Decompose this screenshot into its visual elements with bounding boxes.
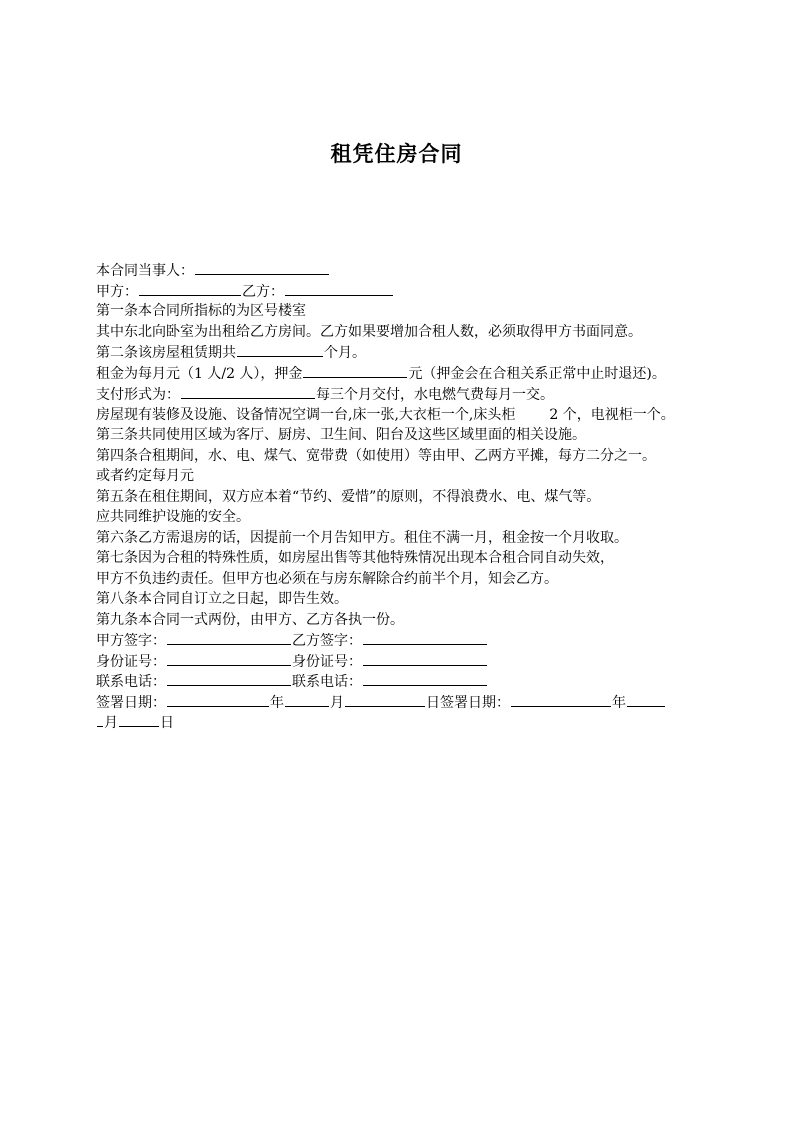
article-1-detail: 其中东北向卧室为出租给乙方房间。乙方如果要增加合租人数，必须取得甲方书面同意。 <box>96 323 642 340</box>
signature-a-label: 甲方签字： <box>96 633 166 649</box>
article-8-line: 第八条本合同自订立之日起，即告生效。 <box>96 591 348 607</box>
article-9-line: 第九条本合同一式两份，由甲方、乙方各执一份。 <box>96 611 404 628</box>
year-2-label: 年 <box>612 694 626 711</box>
date-b-month-blank <box>627 692 665 707</box>
year-label: 年 <box>270 694 284 711</box>
document-title: 租凭住房合同 <box>330 142 463 166</box>
equipment-text: 房屋现有装修及设施、设备情况空调一台,床一张,大衣柜一个,床头柜 <box>96 406 516 423</box>
article-5-detail: 应共同维护设施的安全。 <box>96 509 250 525</box>
parties-line <box>96 260 708 281</box>
signature-a-blank <box>167 630 291 645</box>
party-b-blank <box>285 281 393 296</box>
article-3-line: 第三条共同使用区域为客厅、厨房、卫生间、阳台及这些区域里面的相关设施。 <box>96 427 586 443</box>
rent-post: 元（押金会在合租关系正常中止时退还)。 <box>408 365 666 382</box>
article-2-post: 个月。 <box>324 345 366 361</box>
party-b-label: 乙方： <box>242 283 284 300</box>
article-7-detail: 甲方不负违约责任。但甲方也必须在与房东解除合约前半个月，知会乙方。 <box>96 570 558 587</box>
article-2-pre: 第二条该房屋租赁期共 <box>96 345 236 361</box>
date-b-month-blank-cont <box>97 712 103 727</box>
lease-term-blank <box>237 342 323 357</box>
rent-pre: 租金为每月元（1 人/2 人），押金 <box>96 365 303 382</box>
id-b-label: 身份证号： <box>292 653 362 670</box>
parties-label: 本合同当事人： <box>96 263 194 279</box>
payment-line <box>96 384 708 405</box>
deposit-blank <box>303 363 407 378</box>
phone-line <box>96 671 708 692</box>
article-7-line: 第七条因为合租的特殊性质，如房屋出售等其他特殊情况出现本合租合同自动失效， <box>96 550 614 566</box>
party-line <box>96 281 708 302</box>
parties-blank <box>195 260 329 275</box>
payment-post: 每三个月交付，水电燃气费每月一交。 <box>316 387 554 403</box>
equipment-line <box>96 405 708 426</box>
article-4-line: 第四条合租期间，水、电、煤气、宽带费（如使用）等由甲、乙两方平摊，每方二分之一。 <box>96 447 656 464</box>
party-a-blank <box>139 281 241 296</box>
id-b-blank <box>363 651 487 666</box>
phone-b-blank <box>363 671 487 686</box>
date-a-year-blank <box>167 692 269 707</box>
payment-pre: 支付形式为： <box>96 387 180 403</box>
article-4-alt-line: 或者约定每月元 <box>96 468 194 484</box>
id-line <box>96 651 708 672</box>
date-a-month-blank <box>285 692 329 707</box>
month-2-label: 月 <box>104 715 118 731</box>
date-b-day-blank <box>119 712 159 727</box>
phone-b-label: 联系电话： <box>292 674 362 690</box>
date-line <box>96 692 708 713</box>
equipment-count: 2 个，电视柜一个。 <box>549 406 675 423</box>
signature-b-blank <box>363 630 487 645</box>
signature-b-label: 乙方签字： <box>292 633 362 649</box>
day-2-label: 日 <box>160 715 174 731</box>
rent-line <box>96 363 708 385</box>
month-label: 月 <box>330 694 344 711</box>
id-a-blank <box>167 651 291 666</box>
article-6-line: 第六条乙方需退房的话，因提前一个月告知甲方。租住不满一月，租金按一个月收取。 <box>96 529 628 546</box>
id-a-label: 身份证号： <box>96 653 166 670</box>
payment-blank <box>181 384 315 399</box>
phone-a-blank <box>167 671 291 686</box>
article-5-line: 第五条在租住期间，双方应本着“节约、爱惜”的原则，不得浪费水、电、煤气等。 <box>96 488 601 505</box>
signature-line <box>96 630 708 651</box>
party-a-label: 甲方： <box>96 283 138 300</box>
article-1-line: 第一条本合同所指标的为区号楼室 <box>96 303 306 319</box>
article-2-line <box>96 342 708 363</box>
date-b-year-blank <box>511 692 611 707</box>
day-sign-b-label: 日签署日期： <box>426 694 510 711</box>
date-a-day-blank <box>345 692 425 707</box>
document-body <box>96 260 708 733</box>
date-a-label: 签署日期： <box>96 694 166 711</box>
phone-a-label: 联系电话： <box>96 674 166 690</box>
date-line-cont <box>96 712 708 733</box>
